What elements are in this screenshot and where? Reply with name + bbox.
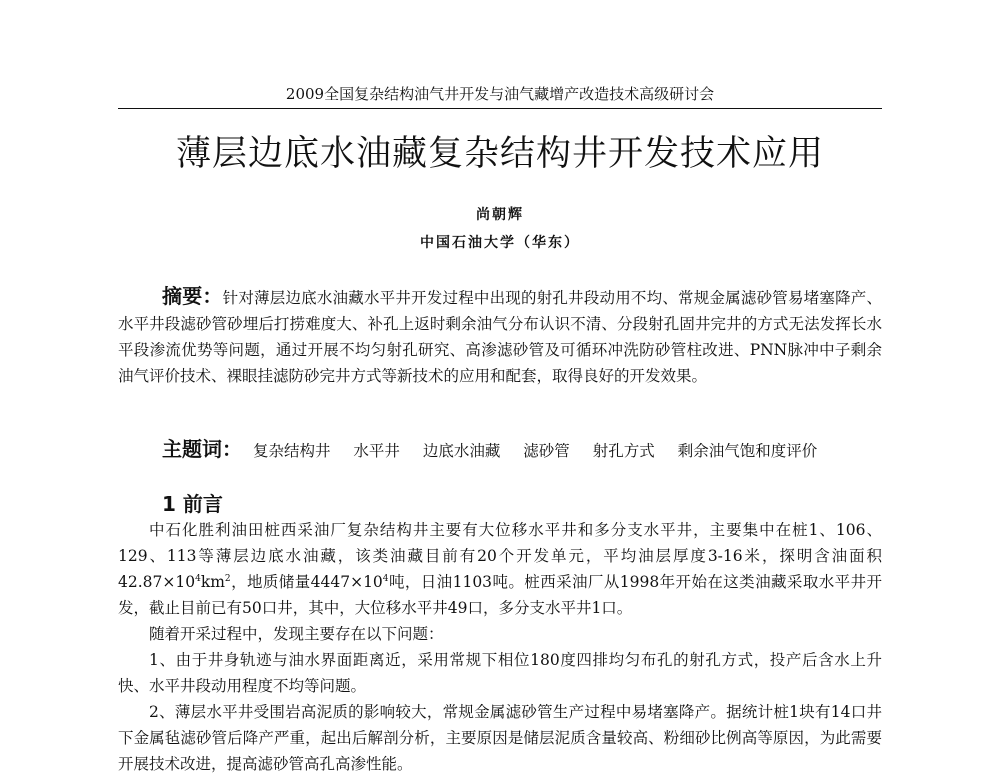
keyword: 水平井 <box>353 442 400 460</box>
running-header: 2009全国复杂结构油气井开发与油气藏增产改造技术高级研讨会 <box>285 85 715 103</box>
abstract-label: 摘要： <box>162 284 223 308</box>
superscript: 2 <box>224 573 231 584</box>
keyword: 滤砂管 <box>523 442 570 460</box>
text-run: ，地质储量4447×10 <box>230 573 383 591</box>
text-run: km <box>200 573 225 591</box>
superscript: 4 <box>382 573 389 584</box>
keyword: 剩余油气饱和度评价 <box>677 442 818 460</box>
section-heading: 1 前言 <box>162 492 223 516</box>
section-body <box>118 517 882 777</box>
keyword: 边底水油藏 <box>422 442 501 460</box>
abstract <box>118 283 882 389</box>
paper-title: 薄层边底水油藏复杂结构井开发技术应用 <box>175 134 824 174</box>
keywords-label: 主题词： <box>162 437 242 461</box>
paragraph <box>118 517 882 621</box>
keyword: 复杂结构井 <box>252 442 331 460</box>
paragraph: 1、由于井身轨迹与油水界面距离近，采用常规下相位180度四排均匀布孔的射孔方式，投产后含水上升快、水平井段动用程度不均等问题。 <box>118 651 882 695</box>
paragraph: 2、薄层水平井受围岩高泥质的影响较大，常规金属滤砂管生产过程中易堵塞降产。据统计桩1块有14口井下金属毡滤砂管后降产严重，起出后解剖分析，主要原因是储层泥质含量较高、粉细砂比例高等原因，为此需要开展技术改进，提高滤砂管高孔高渗性能。 <box>118 703 882 773</box>
paragraph: 随着开采过程中，发现主要存在以下问题： <box>149 625 444 643</box>
author-affiliation: 中国石油大学（华东） <box>420 235 580 251</box>
superscript: 4 <box>195 573 201 584</box>
author-name: 尚朝辉 <box>476 207 524 223</box>
keyword: 射孔方式 <box>592 442 655 460</box>
keywords <box>162 436 902 464</box>
abstract-text: 针对薄层边底水油藏水平井开发过程中出现的射孔井段动用不均、常规金属滤砂管易堵塞降产、水平井段滤砂管砂埋后打捞难度大、补孔上返时剩余油气分布认识不清、分段射孔固井完井的方式无法发挥长水平段渗流优势等问题，通过开展不均匀射孔研究、高渗滤砂管及可循环冲洗防砂管柱改进、PNN脉冲中子剩余油气评价技术、裸眼挂滤防砂完井方式等新技术的应用和配套，取得良好的开发效果。 <box>118 289 883 385</box>
text-run: 吨，日油1103吨。桩西采油厂从1998年开始在这类油藏采取水平井开发，截止目前已有50口井，其中，大位移水平井49口，多分支水平井1口。 <box>118 573 882 617</box>
text-run: 中石化胜利油田桩西采油厂复杂结构井主要有大位移水平井和多分支水平井，主要集中在桩1、106、129、113等薄层边底水油藏，该类油藏目前有20个开发单元，平均油层厚度3-16米，探明含油面积42.87×10 <box>118 521 882 591</box>
